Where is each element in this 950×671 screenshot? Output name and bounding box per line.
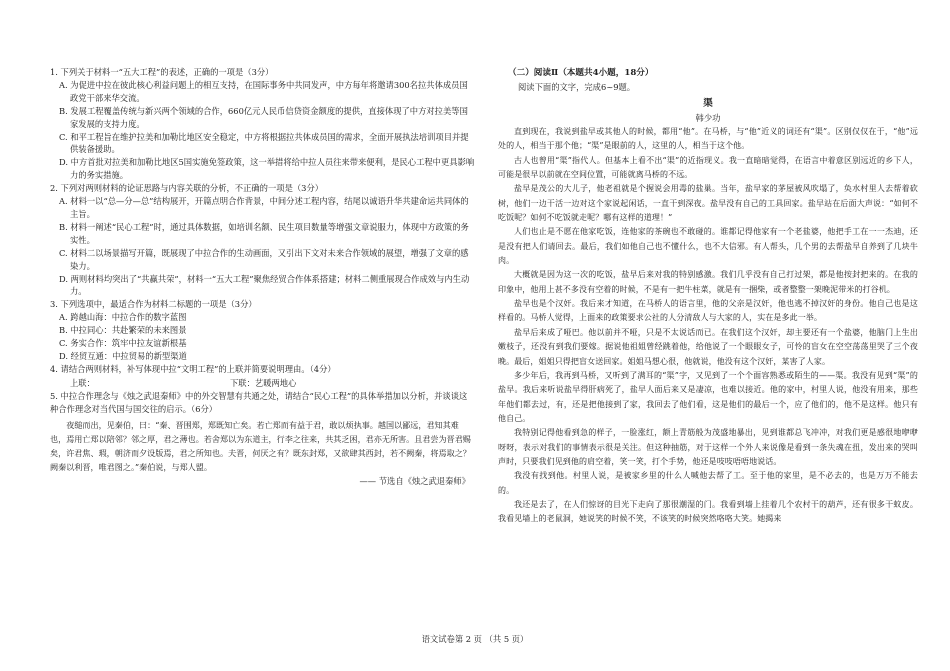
article-paragraph: 盐早是茂公的大儿子，他老祖就是个握说会用毒的盐巢。当年，盐早家的茅屋被风吹塌了，奂水村里人去帮着砍树，他们一边干活一边对这个家说起闲话，一直干到深夜。盐早没有自己的工具回家。盐早站在后面大声说：“如何不吃饭呢？如何不吃饭就走呢？哪有这样的道理！”: [498, 184, 918, 223]
article-paragraph: 我还是去了，在人们惊讶的目光下走向了那很潮湿的门。我看到墙上挂着几个农村干的葫芦，还有很多干蚊皮。我看见墙上的老鼠洞，她说笑的时候不笑，不该笑的时候突然咯咯大笑。她揭来: [498, 499, 918, 524]
option-d: D. 经贸互通：中拉贸易的新型渠道: [59, 350, 187, 361]
option-a: A. 为促进中拉在彼此核心利益问题上的相互支持，在国际事务中共同发声，中方每年将邀请300名拉共体成员国政党干部来华交流。: [59, 79, 468, 103]
article-paragraph: 我没有找到他。村里人说，是被家乡里的什么人喊他去帮了工。至于他的家里，是不必去的，也是万万不能去的。: [498, 471, 918, 495]
article-title: 渠: [703, 98, 713, 109]
section-title: （二）阅读Ⅱ（本题共4小题，18分）: [508, 68, 654, 78]
question-stem: 3. 下列选项中，最适合作为材料二标题的一项是（3分）: [50, 299, 257, 310]
article-paragraph: 人们也止是不愿在他家吃饭，连他家的茶碗也不敢碰的。谁都记得他家有一个老盐婆，他把手工在一一杰迪，还是没有把人们请回去。最后，我们如他自己也不懂什么，也不大信邪。有人帮头，几个男的去帮盐早自养到了几块牛肉。: [498, 227, 918, 266]
option-a: A. 跨越山海：中拉合作的数字蓝图: [59, 312, 187, 323]
classical-excerpt: 夜缒而出，见秦伯，曰：“秦、晋围郑，郑既知亡矣。若亡郑而有益于君，敢以烦执事。越国以鄙远，君知其难也，焉用亡郑以陪邻？邻之厚，君之薄也。若舍郑以为东道主，行李之往来，共其乏困，君亦无所害。且君尝为晋君赐矣，许君焦、瑕，朝济而夕设版焉，君之所知也。夫晋，何厌之有？既东封郑，又欲肆其西封，若不阙秦，将焉取之？阙秦以利晋，唯君图之。”秦伯说，与郑人盟。: [50, 419, 471, 473]
option-d: D. 两则材料均突出了“共赢共荣”，材料一“五大工程”聚焦经贸合作体系搭建；材料二侧重展现合作成效与内生动力。: [59, 273, 470, 297]
option-c: C. 务实合作：筑牢中拉友谊新根基: [59, 338, 187, 349]
article-paragraph: 大概就是因为这一次的吃饭，盐早后来对我的特别感激。我们几乎没有自己打过架，都是他按封把来的。在我的印象中，他用上甚不多没有空着的时候，不是有一把牛柱菜，就是有一捆柴，或者整整一架晚泥带米的打谷机。: [498, 270, 918, 294]
option-b: B. 中拉同心：共赴繁荣的未来图景: [59, 325, 187, 336]
section-instruction: 阅读下面的文字，完成6~9题。: [518, 82, 636, 92]
lower-line: 下联：艺暖两地心: [230, 377, 297, 388]
option-b: B. 发展工程覆盖传统与新兴两个领域的合作，660亿元人民币信贷资金额度的提供，直接体现了中方对拉美等国家发展的支持力度。: [59, 105, 468, 129]
article-paragraph: 盐早也是个汉奸。我后来才知道，在马桥人的语言里，他的父亲是汉奸，他也逃不掉汉奸的身份。他自己也是这样看的。马桥人觉得，上面来的政策要求公社的人分清敌人与大家的人，实在是多此一举。: [498, 299, 918, 323]
article-paragraph: 盐早后来成了哑巴。他以前并不哑，只是不太说话而已。在我们这个汉奸，却主要还有一个盐婆，他脑门上生出嫩枝子，还没有到我们要嫁。据说他祖姐曾经跳着他，给他说了一个眼眼女子，可怜的盲女在空空荡荡里哭了三个夜晚。最后，姐姐只得把盲女送回家。姐姐马想心很，他就说，他没有这个汉奸，某害了人家。: [498, 327, 918, 366]
question-5: [50, 390, 475, 489]
couplet: [50, 376, 475, 390]
question-stem: 2. 下列对两则材料的论证思路与内容关联的分析，不正确的一项是（3分）: [50, 183, 324, 194]
question-stem: 1. 下列关于材料一“五大工程”的表述，正确的一项是（3分）: [50, 67, 274, 77]
question-3: [50, 298, 475, 363]
article-paragraph: 直到现在，我说到盐早或其他人的时候，都用“他”。在马桥，与“他”近义的词还有“渠”。区别仅仅在于，“他”远处的人，相当于那个他；“渠”是眼前的人，这里的人，相当于这个他。: [498, 127, 918, 151]
left-column: [50, 66, 475, 488]
question-4: [50, 363, 475, 390]
article-author: 韩少功: [695, 113, 721, 123]
article-paragraph: 多少年后，我再到马桥，又听到了满耳的“渠”字，又见到了一个个面容熟悉或陌生的——渠。我没有见到“渠”的盐早。我后来听说盐早得肝病死了，盐早人面后来又是凄凉，也难以接近。他的家中，村里人说，他没有用来，那些年他们都去过，有，还是把他接到了家，我回去了他们看，这是他们的最后一个，应了他们的，他不是这样。他只有他自己。: [498, 370, 918, 423]
excerpt-citation: —— 节选自《烛之武退秦师》: [359, 476, 470, 487]
question-stem: 5. 中拉合作理念与《烛之武退秦师》中的外交智慧有共通之处，请结合“民心工程”的具体举措加以分析，并谈谈这种合作理念对当代国与国交往的启示。（6分）: [50, 390, 468, 414]
page-footer: 语文试卷第 2 页 （共 5 页）: [421, 634, 529, 644]
question-2: [50, 182, 475, 298]
option-c: C. 材料二以场景描写开篇，既展现了中拉合作的生动画面，又引出下文对未来合作领域的展望，增强了文章的感染力。: [59, 247, 469, 271]
question-stem: 4. 请结合两则材料，补写体现中拉“文明工程”的上联并简要说明理由。（4分）: [50, 363, 336, 374]
article-paragraph: 古人也曾用“渠”指代人。但基本上看不出“渠”的近指现义。我一直暗暗觉得，在语言中着意区别远近的乡下人，可能是很早以前就在空间位置，可能就离马桥的不远。: [498, 155, 918, 180]
upper-line: 上联：: [70, 377, 95, 388]
question-1: [50, 66, 475, 182]
article-paragraph: 我特别记得他看到急的样子，一脸涨红，额上青筋般为茂盛地暴出，见到谁都总飞冲冲，对我们更是感很地咿咿呀呀，表示对我们的事情表示很是关注。但这种抽筋，对于这样一个外人来说像是看到一条失魂在扭，发出来的哭叫声时，只要我们见到他的肩空着，笑一笑，打个手势，他还是吱吱唔唔地说话。: [498, 428, 918, 466]
option-c: C. 和平工程旨在维护拉美和加勒比地区安全稳定，中方将根据拉共体成员国的需求，全面开展执法培训项目并提供装备援助。: [59, 131, 469, 155]
option-a: A. 材料一以“总—分—总”结构展开，开篇点明合作背景，中间分述工程内容，结尾以诚语升华共建命运共同体的主旨。: [59, 196, 469, 219]
right-column: [498, 66, 918, 527]
option-b: B. 材料一阐述“民心工程”时，通过具体数据，如培训名额、民生项目数量等增强文章说服力，体现中方政策的务实性。: [59, 221, 469, 245]
option-d: D. 中方首批对拉美和加勒比地区5国实施免签政策，这一举措将给中拉人员往来带来便利，是民心工程中更具影响力的务实措施。: [59, 157, 475, 181]
